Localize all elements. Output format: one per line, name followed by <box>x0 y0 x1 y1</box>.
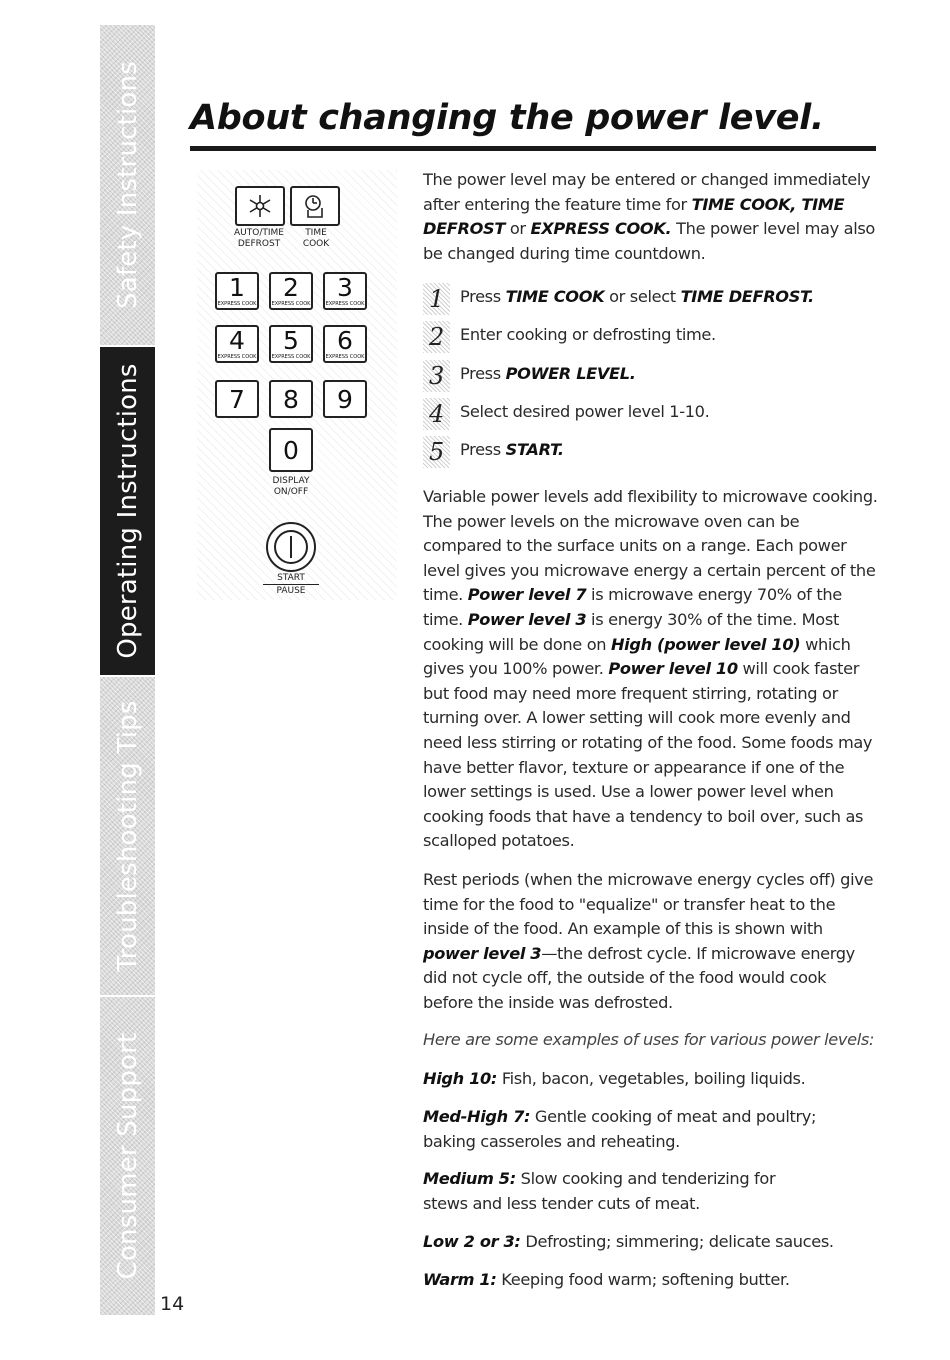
paragraph-emphasis: Power level 10 <box>608 659 738 679</box>
key-digit: 8 <box>283 385 299 414</box>
key-digit: 4 <box>229 326 245 355</box>
rest-periods-paragraph <box>423 868 878 1016</box>
number-key-8[interactable] <box>269 380 313 418</box>
key-digit: 0 <box>283 436 299 465</box>
display-on-off-label: DISPLAY ON/OFF <box>272 476 310 497</box>
intro-text: or <box>505 219 531 239</box>
example-description: Gentle cooking of meat and poultry; baking casseroles and reheating. <box>423 1107 817 1151</box>
intro-emphasis: TIME COOK, TIME DEFROST <box>423 194 845 239</box>
page-title: About changing the power level. <box>190 98 824 138</box>
key-digit: 5 <box>283 326 299 355</box>
intro-paragraph <box>423 168 878 266</box>
paragraph-emphasis: Power level 7 <box>467 585 587 605</box>
key-digit: 6 <box>337 326 353 355</box>
key-digit: 3 <box>337 273 353 302</box>
example-level: Low 2 or 3: <box>423 1232 521 1251</box>
key-sublabel: EXPRESS COOK <box>325 301 365 307</box>
key-digit: 9 <box>337 385 353 414</box>
step-text: Press <box>460 287 506 306</box>
tab-consumer-support[interactable] <box>100 997 155 1317</box>
example-description: Keeping food warm; softening butter. <box>496 1270 790 1289</box>
paragraph-text: Rest periods (when the microwave energy cycles off) give time for the food to "equalize" or transfer heat to the inside of the food. An example of this is shown with <box>423 870 874 939</box>
title-rule <box>190 146 876 151</box>
snowflake-icon[interactable] <box>235 186 285 226</box>
example-med-high-7 <box>423 1105 823 1154</box>
step-text: Press <box>460 364 506 383</box>
paragraph-emphasis: power level 3 <box>423 943 542 963</box>
paragraph-emphasis: Power level 3 <box>467 609 587 629</box>
step-number: 1 <box>423 283 450 315</box>
paragraph-text: will cook faster but food may need more frequent stirring, rotating or turning over. A lower setting will cook more evenly and need less stirring or rotating of the food. Some foods may have better flavor, texture or appearance if one of the lower settings is used. Use a lower power level when cooking foods that have a tendency to boil over, such as scalloped potatoes. <box>423 659 873 851</box>
key-sublabel: EXPRESS COOK <box>271 354 311 360</box>
example-level: Medium 5: <box>423 1169 516 1188</box>
start-pause-button[interactable] <box>266 522 316 572</box>
number-key-7[interactable] <box>215 380 259 418</box>
examples-intro: Here are some examples of uses for various power levels: <box>423 1030 875 1049</box>
section-tabs <box>100 25 155 1317</box>
step-number: 5 <box>423 436 450 468</box>
key-sublabel: EXPRESS COOK <box>217 301 257 307</box>
number-key-2[interactable] <box>269 272 313 310</box>
example-warm-1 <box>423 1268 878 1293</box>
step-emphasis: TIME DEFROST. <box>680 287 814 306</box>
number-key-4[interactable] <box>215 325 259 363</box>
tab-label: Consumer Support <box>112 1032 143 1280</box>
example-description: Fish, bacon, vegetables, boiling liquids. <box>497 1069 806 1088</box>
step-emphasis: POWER LEVEL. <box>505 364 636 383</box>
time-cook-label: TIME COOK <box>302 228 330 249</box>
intro-text: The power level may also be changed during time countdown. <box>423 219 875 263</box>
example-level: Warm 1: <box>423 1270 497 1289</box>
tab-label: Safety Instructions <box>112 61 143 309</box>
key-digit: 7 <box>229 385 245 414</box>
example-high-10 <box>423 1067 878 1092</box>
key-sublabel: EXPRESS COOK <box>217 354 257 360</box>
number-key-5[interactable] <box>269 325 313 363</box>
step-number: 4 <box>423 398 450 430</box>
step-text: Press <box>460 440 506 459</box>
power-levels-paragraph <box>423 485 878 854</box>
example-description: Defrosting; simmering; delicate sauces. <box>520 1232 834 1251</box>
paragraph-text: which gives you 100% power. <box>423 634 851 679</box>
example-low-2-or-3 <box>423 1230 878 1255</box>
step-emphasis: START. <box>505 440 564 459</box>
step-number: 2 <box>423 321 450 353</box>
pause-label: PAUSE <box>276 586 306 596</box>
tab-safety-instructions[interactable] <box>100 25 155 347</box>
step-emphasis: TIME COOK <box>505 287 605 306</box>
example-description: Slow cooking and tenderizing for stews and less tender cuts of meat. <box>423 1169 776 1213</box>
number-key-9[interactable] <box>323 380 367 418</box>
keypad-illustration <box>197 170 397 600</box>
paragraph-emphasis: High (power level 10) <box>610 634 801 654</box>
number-key-0[interactable] <box>269 428 313 472</box>
example-level: Med-High 7: <box>423 1107 531 1126</box>
step-number: 3 <box>423 360 450 392</box>
number-key-6[interactable] <box>323 325 367 363</box>
intro-text: The power level may be entered or changed immediately after entering the feature time for <box>423 170 871 214</box>
page-number: 14 <box>160 1293 185 1315</box>
key-digit: 2 <box>283 273 299 302</box>
paragraph-text: Variable power levels add flexibility to microwave cooking. The power levels on the microwave oven can be compared to the surface units on a range. Each power level gives you microwave energy a certain percent of the time. <box>423 487 878 605</box>
tab-label: Troubleshooting Tips <box>112 700 143 972</box>
number-key-1[interactable] <box>215 272 259 310</box>
key-digit: 1 <box>229 273 245 302</box>
paragraph-text: is microwave energy 70% of the time. <box>423 585 842 629</box>
key-sublabel: EXPRESS COOK <box>271 301 311 307</box>
tab-label: Operating Instructions <box>112 363 143 659</box>
paragraph-text: is energy 30% of the time. Most cooking will be done on <box>423 609 839 654</box>
step-text: Select desired power level 1-10. <box>460 402 710 421</box>
clock-icon[interactable] <box>290 186 340 226</box>
paragraph-text: —the defrost cycle. If microwave energy did not cycle off, the outside of the food would cook before the inside was defrosted. <box>423 943 855 1012</box>
step-text: Enter cooking or defrosting time. <box>460 325 716 344</box>
example-medium-5 <box>423 1167 823 1216</box>
step-text: or select <box>604 287 681 306</box>
example-level: High 10: <box>423 1069 498 1088</box>
key-sublabel: EXPRESS COOK <box>325 354 365 360</box>
tab-operating-instructions[interactable] <box>100 347 155 677</box>
tab-troubleshooting-tips[interactable] <box>100 677 155 997</box>
start-label: START <box>263 573 319 585</box>
number-key-3[interactable] <box>323 272 367 310</box>
auto-time-defrost-label: AUTO/TIME DEFROST <box>234 228 284 249</box>
intro-emphasis: EXPRESS COOK. <box>530 219 672 239</box>
